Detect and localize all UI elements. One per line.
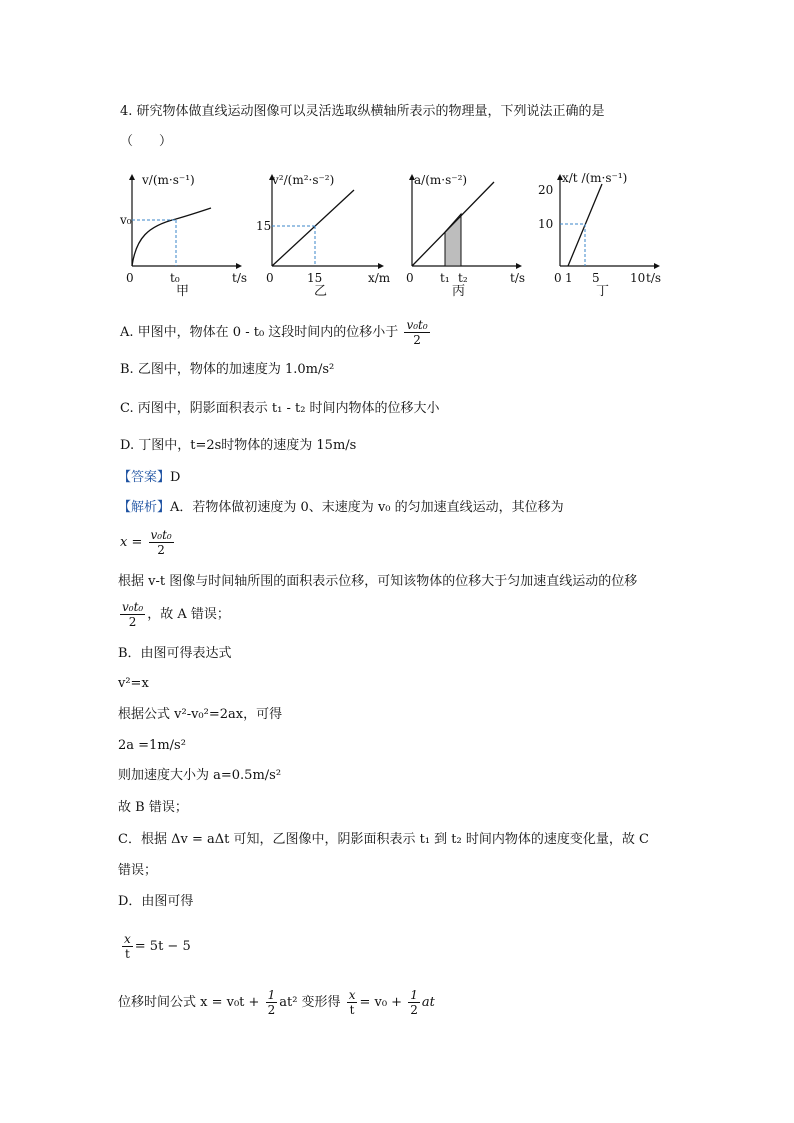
origin-label: 0 xyxy=(406,271,414,285)
x-tick: 15 xyxy=(307,271,323,285)
caption: 丁 xyxy=(596,284,610,299)
analysis-a3: 根据 v-t 图像与时间轴所围的面积表示位移，可知该物体的位移大于匀加速直线运动的位移 xyxy=(118,574,638,589)
y-tick-10: 10 xyxy=(538,217,554,231)
y-tick-20: 20 xyxy=(538,183,554,197)
analysis-c2: 错误； xyxy=(118,863,158,878)
y-tick: 15 xyxy=(256,219,272,233)
x-tick-10: 10 xyxy=(630,271,646,285)
analysis-a2: x = $\frac{\text{v₀t₀}}{2}$ xyxy=(120,528,172,557)
analysis-b5: 则加速度大小为 a=0.5m/s² xyxy=(118,768,282,783)
graph-bing xyxy=(398,168,538,302)
x-tick-t2: t₂ xyxy=(458,271,468,285)
y-label: x/t /(m·s⁻¹) xyxy=(562,171,628,185)
graph-yi xyxy=(258,168,398,302)
y-label: v²/(m²·s⁻²) xyxy=(272,173,335,187)
analysis-c1: C．根据 Δv = aΔt 可知，乙图像中，阴影面积表示 t₁ 到 t₂ 时间内物体的速度变化量，故 C xyxy=(118,832,649,847)
caption: 甲 xyxy=(176,284,190,299)
y-label: v/(m·s⁻¹) xyxy=(142,173,195,187)
shaded-area xyxy=(445,214,461,266)
question-stem: 4. 研究物体做直线运动图像可以灵活选取纵横轴所表示的物理量，下列说法正确的是 xyxy=(120,104,605,119)
y-tick: v₀ xyxy=(120,213,132,227)
analysis-a4: $\frac{\text{v₀t₀}}{2}$ ，故 A 错误； xyxy=(122,600,230,629)
analysis-b2: v²=x xyxy=(118,676,149,691)
origin-label: 0 xyxy=(126,271,134,285)
option-a-fraction: $\frac{\text{v₀t₀}}{2}$ xyxy=(406,318,428,347)
answer-value: D xyxy=(170,470,181,485)
answer xyxy=(118,470,180,486)
answer-tag: 【答案】 xyxy=(118,470,171,485)
analysis-d1: D．由图可得 xyxy=(118,894,194,909)
option-d: D. 丁图中，t=2s时物体的速度为 15m/s xyxy=(120,438,357,453)
analysis-a1: 【解析】A．若物体做初速度为 0、末速度为 v₀ 的匀加速直线运动，其位移为 xyxy=(118,500,564,515)
x-tick-5: 5 xyxy=(592,271,600,285)
y-label: a/(m·s⁻²) xyxy=(414,173,468,187)
analysis-d3: 位移时间公式 x = v₀t + $\frac{1}{2}$ at² 变形得 $\frac{x}{t}$ = v₀ + $\frac{1}{2}$ at xyxy=(118,988,435,1017)
x-tick-t1: t₁ xyxy=(440,271,450,285)
x-label: x/m xyxy=(368,271,391,285)
caption: 丙 xyxy=(452,284,466,299)
origin-label: 0 xyxy=(266,271,274,285)
graph-jia xyxy=(118,168,248,302)
curve xyxy=(132,208,211,266)
analysis-b3: 根据公式 v²-v₀²=2ax，可得 xyxy=(118,707,283,722)
option-b: B. 乙图中，物体的加速度为 1.0m/s² xyxy=(120,362,335,377)
x-label: t/s xyxy=(646,271,662,285)
option-a xyxy=(120,318,432,347)
analysis-b1: B．由图可得表达式 xyxy=(118,646,232,661)
line xyxy=(272,190,354,266)
analysis-tag: 【解析】 xyxy=(118,500,171,515)
origin-label: 0 xyxy=(554,271,562,285)
graph-ding xyxy=(538,168,678,302)
x-label: t/s xyxy=(510,271,526,285)
option-c: C. 丙图中，阴影面积表示 t₁ - t₂ 时间内物体的位移大小 xyxy=(120,401,440,416)
analysis-b4: 2a =1m/s² xyxy=(118,738,186,753)
caption: 乙 xyxy=(314,284,328,299)
analysis-b6: 故 B 错误； xyxy=(118,800,188,815)
analysis-d2: $\frac{x}{t}$ = 5t − 5 xyxy=(124,932,191,961)
x-tick-1: 1 xyxy=(565,271,573,285)
x-label: t/s xyxy=(232,271,248,285)
option-a-text: A. 甲图中，物体在 0 - t₀ 这段时间内的位移小于 xyxy=(120,325,399,340)
x-tick: t₀ xyxy=(170,271,180,285)
question-paren: （ ） xyxy=(120,134,173,149)
